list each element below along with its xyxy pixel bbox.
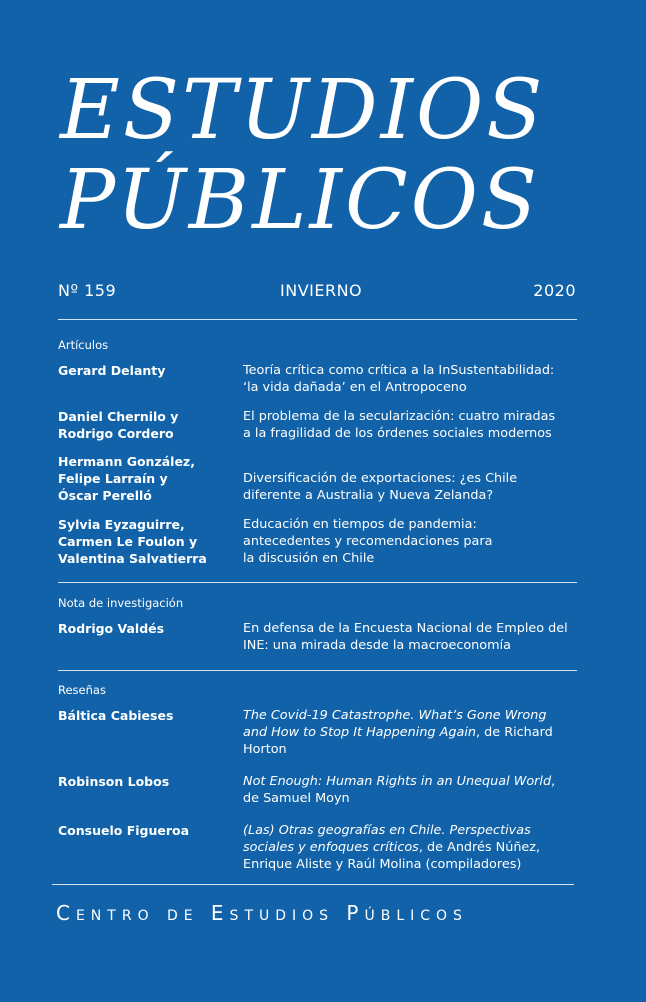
author-line: Óscar Perelló (58, 488, 152, 503)
article-author (58, 408, 238, 442)
author-line: Valentina Salvatierra (58, 551, 207, 566)
book-title-italic: Not Enough: Human Rights in an Unequal World (243, 774, 552, 789)
publisher-name: Centro de Estudios Públicos (56, 901, 468, 925)
article-author (58, 453, 238, 504)
book-title-italic: sociales y enfoques críticos (243, 840, 419, 855)
article-author (58, 362, 238, 379)
issue-season: INVIERNO (280, 281, 363, 300)
article-title (243, 362, 588, 396)
divider-research-note (58, 670, 577, 671)
author-line: Rodrigo Cordero (58, 426, 174, 441)
article-title (243, 408, 588, 442)
author-line: Felipe Larraín y (58, 471, 168, 486)
article-title (243, 470, 588, 504)
review-author: Báltica Cabieses (58, 708, 174, 723)
journal-title-line-1: ESTUDIOS (60, 63, 546, 158)
book-credit: , de Andrés Núñez, (418, 840, 541, 855)
book-title-italic: The Covid-19 Catastrophe. What’s Gone Wrong (243, 708, 547, 723)
section-label-research-note: Nota de investigación (58, 596, 184, 610)
divider-articles (58, 582, 577, 583)
book-line: Enrique Aliste y Raúl Molina (compiladores) (243, 857, 522, 872)
book-line (243, 707, 588, 724)
book-line: Horton (243, 742, 287, 757)
title-line: diferente a Australia y Nueva Zelanda? (243, 488, 494, 503)
article-author (58, 516, 238, 567)
title-line: INE: una mirada desde la macroeconomía (243, 638, 511, 653)
title-line: En defensa de la Encuesta Nacional de Empleo del (243, 621, 568, 636)
issue-year: 2020 (533, 281, 576, 300)
section-label-articles: Artículos (58, 338, 109, 352)
divider-bottom (52, 884, 574, 885)
author-line: Carmen Le Foulon y (58, 534, 198, 549)
book-line (243, 822, 588, 839)
title-line: ‘la vida dañada’ en el Antropoceno (243, 380, 467, 395)
title-line: El problema de la secularización: cuatro miradas (243, 409, 556, 424)
title-line: Diversificación de exportaciones: ¿es Chile (243, 471, 518, 486)
title-line: a la fragilidad de los órdenes sociales modernos (243, 426, 552, 441)
note-author (58, 620, 238, 637)
author-line: Sylvia Eyzaguirre, (58, 517, 185, 532)
book-line (243, 724, 588, 741)
book-line (243, 773, 588, 790)
title-line: Educación en tiempos de pandemia: (243, 517, 477, 532)
author-line: Gerard Delanty (58, 363, 166, 378)
book-title-italic: and How to Stop It Happening Again (243, 725, 476, 740)
issue-number: Nº 159 (58, 281, 117, 300)
divider-top (58, 319, 577, 320)
title-line: Teoría crítica como crítica a la InSustentabilidad: (243, 363, 555, 378)
author-line: Rodrigo Valdés (58, 621, 165, 636)
author-line: Daniel Chernilo y (58, 409, 179, 424)
book-title-italic: (Las) Otras geografías en Chile. Perspectivas (243, 823, 531, 838)
section-label-reviews: Reseñas (58, 683, 106, 697)
review-author: Consuelo Figueroa (58, 823, 190, 838)
title-line: la discusión en Chile (243, 551, 375, 566)
book-line: de Samuel Moyn (243, 791, 350, 806)
review-book (243, 822, 588, 873)
title-line: antecedentes y recomendaciones para (243, 534, 493, 549)
book-line (243, 839, 588, 856)
article-title (243, 516, 588, 567)
review-book (243, 773, 588, 807)
book-credit: , (551, 774, 556, 789)
book-credit: , de Richard (476, 725, 553, 740)
journal-title-line-2: PÚBLICOS (60, 153, 541, 248)
review-book (243, 707, 588, 758)
author-line: Hermann González, (58, 454, 195, 469)
review-author: Robinson Lobos (58, 774, 170, 789)
note-title (243, 620, 588, 654)
